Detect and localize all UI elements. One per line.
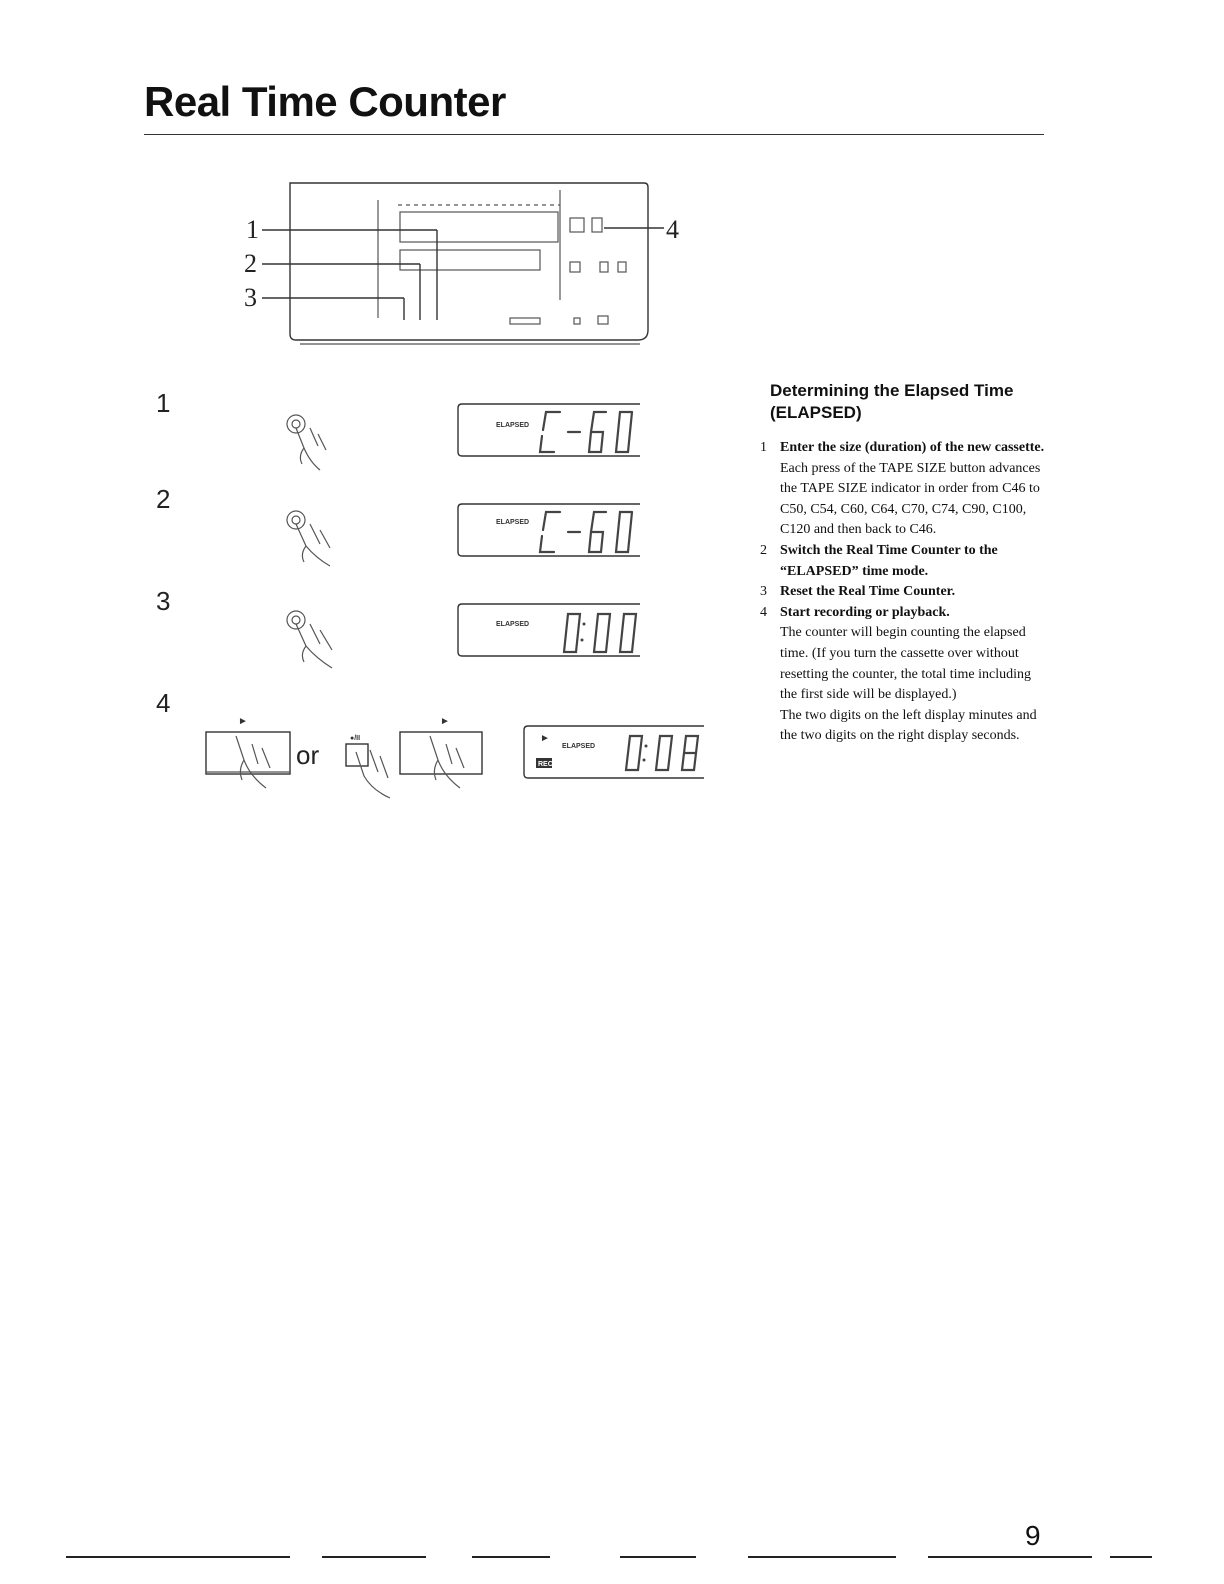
footer-rule bbox=[472, 1556, 550, 1558]
step-1-body: Each press of the TAPE SIZE button advances the TAPE SIZE indicator in order from C46 to C50, C54, C60, C64, C70, C74, C90, C100, C120 and then back to C46. bbox=[780, 460, 1041, 538]
step-3 bbox=[760, 582, 1050, 603]
step-2-number: 2 bbox=[760, 542, 767, 558]
elapsed-label: ELAPSED bbox=[496, 519, 530, 526]
rec-indicator: REC bbox=[538, 761, 553, 768]
step-number-1: 1 bbox=[156, 388, 171, 418]
record-pause-symbol: ●/II bbox=[350, 735, 361, 742]
play-key-step-4 bbox=[206, 716, 290, 788]
step-1 bbox=[760, 438, 1050, 541]
lcd-display-step-4 bbox=[524, 726, 704, 778]
hand-press-icon bbox=[287, 511, 330, 566]
rec-pause-key-step-4 bbox=[346, 735, 390, 798]
page-title: Real Time Counter bbox=[144, 78, 506, 125]
callout-3: 3 bbox=[244, 283, 257, 312]
footer-rule bbox=[620, 1556, 696, 1558]
step-number-2: 2 bbox=[156, 484, 171, 514]
lcd-display-step-3 bbox=[458, 604, 640, 656]
elapsed-label: ELAPSED bbox=[496, 621, 530, 628]
page-number: 9 bbox=[1025, 1520, 1041, 1551]
step-4 bbox=[760, 603, 1050, 747]
step-3-title: Reset the Real Time Counter. bbox=[780, 584, 956, 600]
elapsed-label: ELAPSED bbox=[496, 422, 530, 429]
hand-press-icon bbox=[287, 611, 332, 668]
play-symbol: ► bbox=[540, 733, 550, 744]
step-2-title: Switch the Real Time Counter to the “ELAPSED” time mode. bbox=[780, 542, 998, 579]
footer-rule bbox=[1110, 1556, 1152, 1558]
step-number-3: 3 bbox=[156, 586, 171, 616]
step-4-title: Start recording or playback. bbox=[780, 604, 950, 620]
section-heading-line-1: Determining the Elapsed Time bbox=[770, 381, 1014, 400]
play-symbol: ► bbox=[440, 716, 450, 727]
callout-2: 2 bbox=[244, 249, 257, 278]
hand-press-icon bbox=[287, 415, 326, 470]
footer-rule bbox=[322, 1556, 426, 1558]
lcd-display-step-2 bbox=[458, 504, 640, 556]
step-1-number: 1 bbox=[760, 440, 767, 455]
elapsed-label: ELAPSED bbox=[562, 743, 596, 750]
lcd-display-step-1 bbox=[458, 404, 640, 456]
section-heading-line-2: (ELAPSED) bbox=[770, 403, 862, 422]
step-4-body-2: The two digits on the left display minutes and the two digits on the right display seconds. bbox=[780, 707, 1037, 744]
footer-rule bbox=[748, 1556, 896, 1558]
step-4-body: The counter will begin counting the elapsed time. (If you turn the cassette over without resetting the counter, the total time including the first side will be displayed.) bbox=[780, 625, 1031, 703]
play-symbol: ► bbox=[238, 716, 248, 727]
callout-1: 1 bbox=[246, 215, 259, 244]
footer-rule bbox=[928, 1556, 1092, 1558]
step-number-4: 4 bbox=[156, 688, 171, 718]
steps-list bbox=[760, 438, 1050, 747]
footer-rule bbox=[66, 1556, 290, 1558]
step-3-number: 3 bbox=[760, 584, 767, 600]
section-heading bbox=[770, 380, 1060, 424]
step-2 bbox=[760, 541, 1050, 582]
callout-4: 4 bbox=[666, 215, 679, 244]
or-label: or bbox=[296, 740, 320, 770]
step-1-title: Enter the size (duration) of the new cassette. bbox=[780, 440, 1045, 455]
step-4-number: 4 bbox=[760, 604, 767, 620]
play-key-step-4b bbox=[400, 716, 482, 788]
